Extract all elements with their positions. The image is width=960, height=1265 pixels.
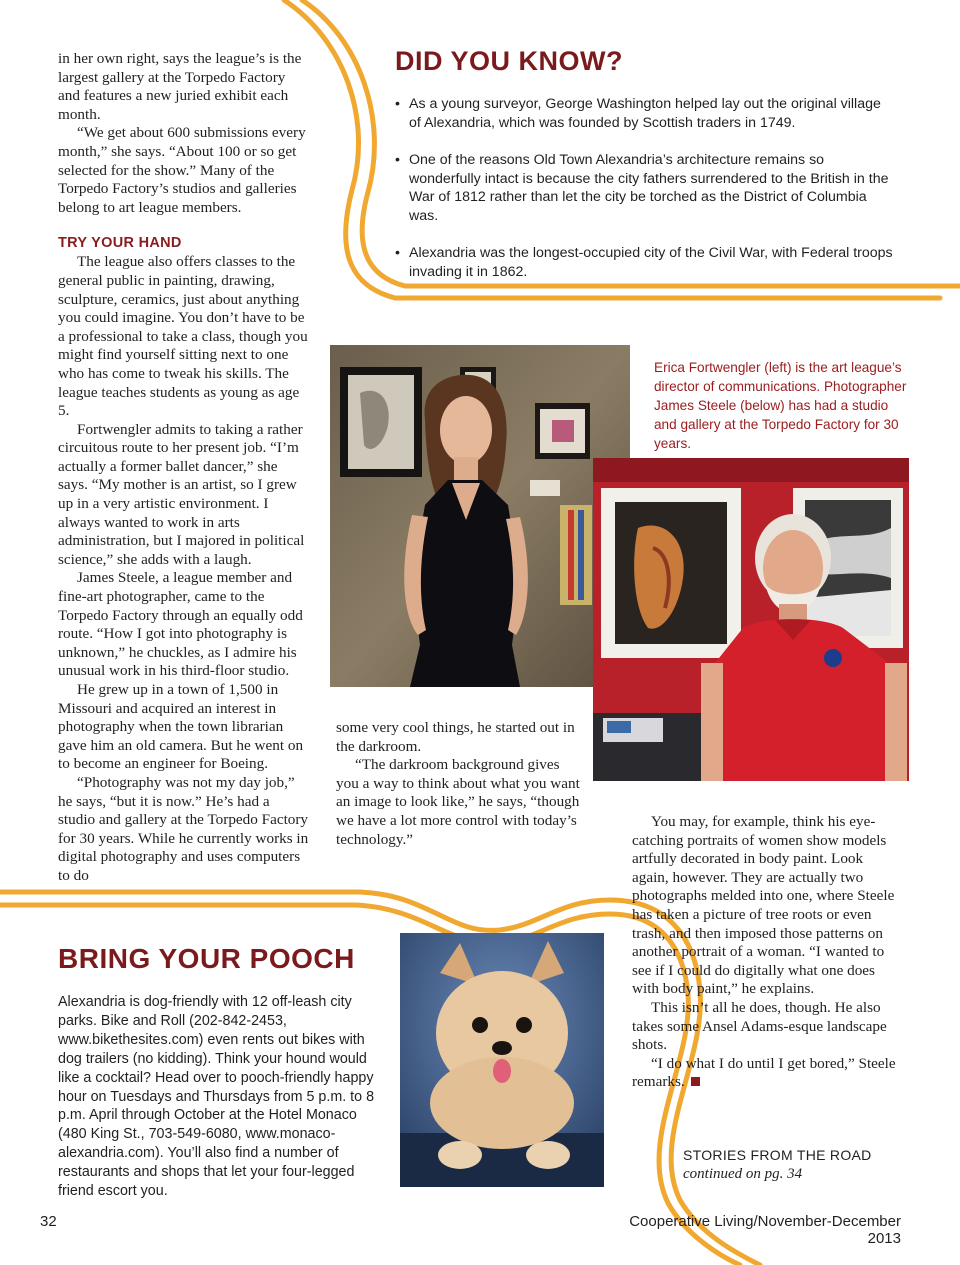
- left-column: [58, 50, 310, 886]
- photo-erica-fortwengler: [330, 345, 630, 687]
- did-you-know-title: DID YOU KNOW?: [395, 46, 623, 76]
- portrait-man-illustration: [593, 458, 909, 781]
- right-column: [632, 813, 902, 1092]
- bullet: •: [395, 245, 400, 262]
- paragraph: The league also offers classes to the general public in painting, drawing, sculpture, ceramics, just about anything you could imagine. You don’t have to be a professional to take a class, though you might find yourself sitting next to one who has come to tweak his skills. The league teaches students as young as age 5.: [58, 253, 308, 420]
- subhead-try-your-hand: TRY YOUR HAND: [58, 235, 182, 252]
- paragraph: He grew up in a town of 1,500 in Missouri and acquired an interest in photography when the town librarian gave him an old camera. But he went on to become an engineer for Boeing.: [58, 681, 304, 773]
- left-intro: [58, 50, 310, 217]
- end-of-story-mark: [691, 1077, 700, 1086]
- bullet: •: [395, 152, 400, 168]
- continued-note: [683, 1146, 903, 1184]
- did-you-know-list: [395, 95, 895, 282]
- paragraph: “We get about 600 submissions every month,” she says. “About 100 or so get selected for the show.” Many of the Torpedo Factory’s studios and galleries belong to art league members.: [58, 124, 306, 216]
- bullet: •: [395, 96, 400, 112]
- left-body: [58, 253, 310, 885]
- closing-quote: “I do what I do until I get bored,” Steele remarks.: [632, 1054, 896, 1091]
- paragraph: some very cool things, he started out in the darkroom.: [336, 719, 575, 755]
- did-you-know-box: [395, 46, 895, 300]
- photo-dog: [400, 933, 604, 1187]
- portrait-woman-illustration: [330, 345, 630, 687]
- fact-text: One of the reasons Old Town Alexandria’s architecture remains so wonderfully intact is because the city fathers surrendered to the British in the War of 1812 rather than let the city be torched as the District of Columbia was.: [409, 152, 889, 225]
- dog-illustration: [400, 933, 604, 1187]
- photo-james-steele: [593, 458, 909, 781]
- continued-page: continued on pg. 34: [683, 1166, 803, 1182]
- middle-column: [336, 719, 586, 849]
- paragraph: You may, for example, think his eye-catching portraits of women show models artfully decorated in body paint. Look again, however. They are actually two photographs melded into one, where Steele has taken a picture of tree roots or even trash, and then imposed those patterns on another portrait of a woman. “I wanted to see if I could do digitally what one does with body paint,” he explains.: [632, 813, 895, 998]
- page-number: 32: [40, 1213, 57, 1230]
- paragraph: Fortwengler admits to taking a rather circuitous route to her present job. “I’m actually a former ballet dancer,” she says. “My mother is an artist, so I grew up in a very artistic environment. I always wanted to work in arts administration, but I majored in political science,” she adds with a laugh.: [58, 420, 305, 568]
- list-item: [395, 95, 895, 132]
- pooch-section: [58, 943, 383, 1201]
- fact-text: As a young surveyor, George Washington helped lay out the original village of Alexandria, which was founded by Scottish traders in 1749.: [409, 96, 881, 131]
- photo-caption: Erica Fortwengler (left) is the art league’s director of communications. Photographer James Steele (below) has had a studio and gallery at the Torpedo Factory for 30 years.: [654, 360, 907, 451]
- list-item: [395, 151, 895, 226]
- paragraph: [632, 1055, 902, 1092]
- paragraph: in her own right, says the league’s is the largest gallery at the Torpedo Factory and features a new juried exhibit each month.: [58, 50, 302, 123]
- continued-title: STORIES FROM THE ROAD: [683, 1147, 872, 1163]
- publication-footer: Cooperative Living/November-December 2013: [629, 1213, 901, 1247]
- pooch-text: Alexandria is dog-friendly with 12 off-leash city parks. Bike and Roll (202-842-2453, www.bikethesites.com) even rents out bikes with dog trailers (no kidding). Think your hound would like a cocktail? Head over to pooch-friendly happy hour on Tuesdays and Thursdays from 5 p.m. to 8 p.m. April through October at the Hotel Monaco (480 King St., 703-549-6080, www.monaco-alexandria.com). You’ll also find a number of restaurants and shops that let your four-legged friend escort you.: [58, 994, 375, 1200]
- paragraph: James Steele, a league member and fine-art photographer, came to the Torpedo Factory through an equally odd route. “How I got into photography is unknown,” he chuckles, as I admire his unusual work in his third-floor studio.: [58, 569, 303, 680]
- paragraph: “Photography was not my day job,” he says, “but it is now.” He’s had a studio and gallery at the Torpedo Factory for 30 years. While he currently works in digital photography and uses computers to do: [58, 773, 309, 884]
- paragraph: This isn’t all he does, though. He also takes some Ansel Adams-esque landscape shots.: [632, 998, 887, 1054]
- pooch-title: BRING YOUR POOCH: [58, 943, 355, 974]
- fact-text: Alexandria was the longest-occupied city of the Civil War, with Federal troops invading it in 1862.: [409, 245, 893, 281]
- list-item: [395, 244, 895, 281]
- paragraph: “The darkroom background gives you a way to think about what you want an image to look like,” he says, “though we have a lot more control with today’s technology.”: [336, 756, 580, 848]
